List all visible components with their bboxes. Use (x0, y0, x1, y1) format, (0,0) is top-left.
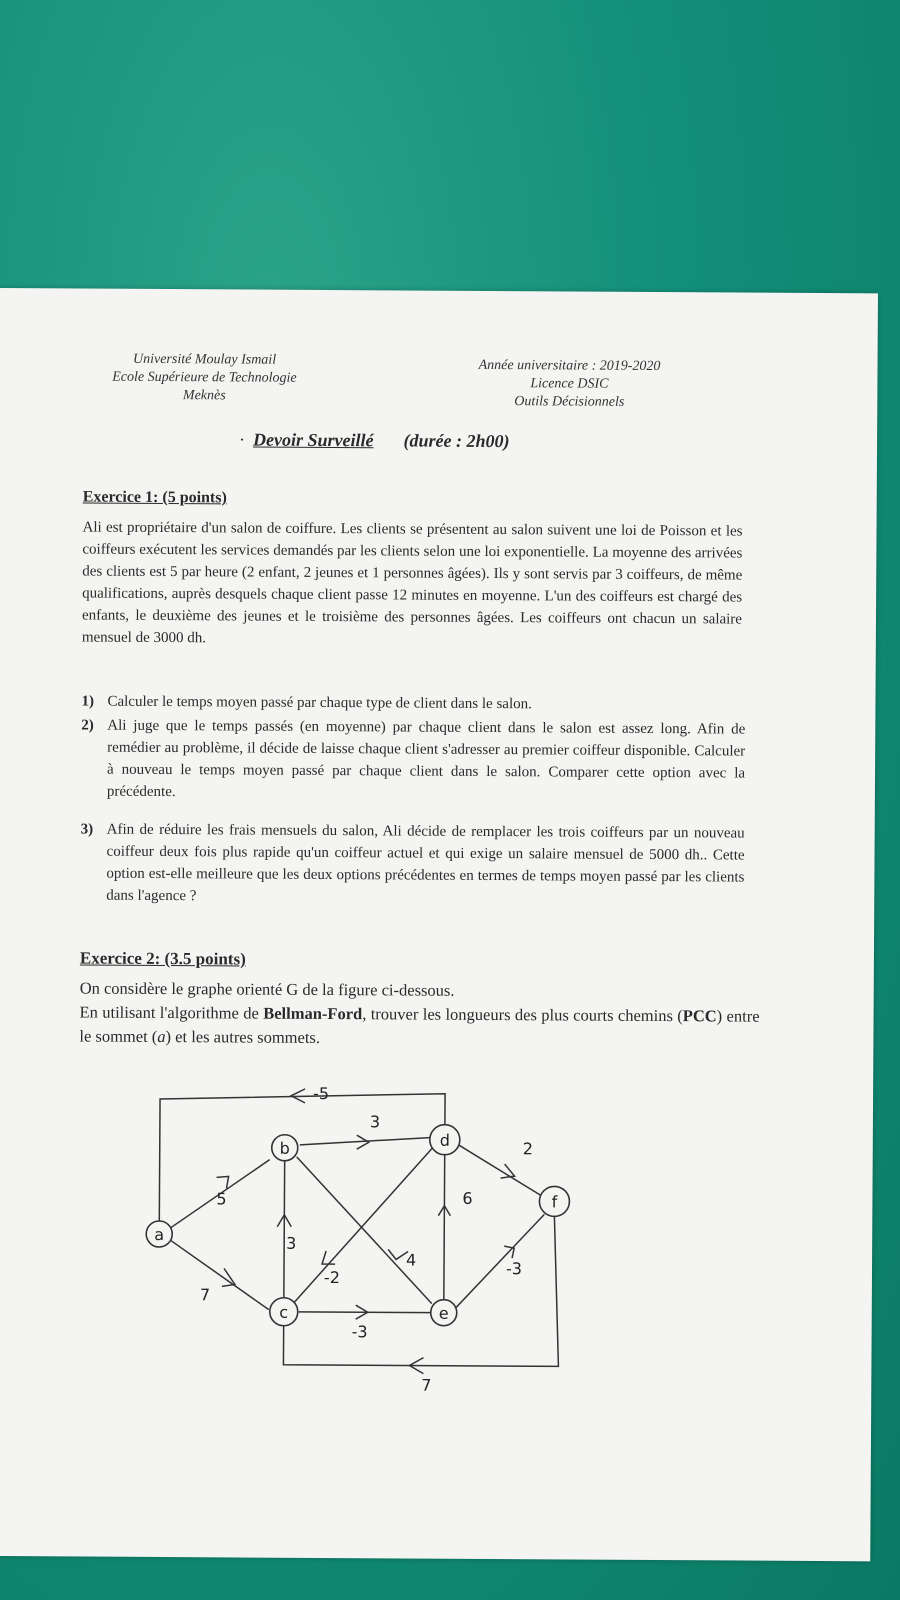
weight-f-c: 7 (421, 1375, 432, 1395)
node-f-label: f (551, 1192, 558, 1212)
header-university: Université Moulay Ismail (132, 351, 277, 368)
weight-c-b: 3 (286, 1233, 297, 1253)
edge-a-c (170, 1240, 269, 1310)
weight-e-f: -3 (505, 1259, 523, 1279)
vertex-variable: a (157, 1026, 166, 1047)
text-run: En utilisant l'algorithme de (79, 1002, 264, 1023)
node-b-label: b (279, 1138, 290, 1158)
text-run: ) entre le sommet ( (79, 1006, 760, 1046)
exercise2-statement (79, 977, 759, 1053)
header-subject: Outils Décisionnels (514, 394, 625, 410)
weight-a-b: 5 (216, 1189, 227, 1209)
node-c-label: c (279, 1302, 289, 1322)
exercise1-question-3 (80, 819, 745, 911)
header-program: Licence DSIC (530, 376, 609, 392)
title-duration: (durée : 2h00) (403, 430, 510, 452)
edge-c-e (299, 1312, 432, 1313)
edge-e-d (444, 1154, 445, 1302)
exercise1-question-2 (81, 715, 746, 807)
exercise1-question-1 (81, 691, 745, 717)
weight-c-e: -3 (351, 1322, 368, 1342)
text-run: ) et les autres sommets. (165, 1027, 321, 1047)
node-d-label: d (439, 1130, 450, 1150)
exercise2-title: Exercice 2: (3.5 points) (79, 948, 246, 969)
node-a-label: a (154, 1224, 165, 1245)
header-year: Année universitaire : 2019-2020 (478, 357, 661, 375)
question-number: 1) (81, 693, 95, 710)
title-marker: · (239, 429, 246, 450)
edge-a-b-arrow (217, 1176, 229, 1188)
question-text: Afin de réduire les frais mensuels du salon, Ali décide de remplacer les trois coiffeurs par un nouveau coiffeur deux fois plus rapide qu'un coiffeur actuel et qui exige un salaire mensuel de 5000 dh.. Cette option est-elle meilleure que les deux options précédentes en termes de temps moyen passé par les clients dans l'agence ? (106, 821, 745, 905)
question-text: Calculer le temps moyen passé par chaque type de client dans le salon. (107, 693, 532, 713)
exercise2-line1: On considère le graphe orienté G de la figure ci-dessous. (79, 978, 455, 1000)
weight-b-d: 3 (369, 1112, 381, 1132)
edge-b-e (296, 1157, 433, 1304)
algorithm-name: Bellman-Ford (263, 1003, 363, 1024)
question-number: 3) (80, 821, 94, 838)
exercise1-title: Exercice 1: (5 points) (82, 488, 227, 507)
header-institution (69, 350, 339, 406)
weight-b-e: 4 (406, 1250, 417, 1270)
exam-title (239, 429, 510, 452)
node-e-label: e (438, 1303, 449, 1323)
title-main: Devoir Surveillé (253, 429, 374, 451)
edge-d-c (294, 1147, 433, 1304)
edge-c-b (284, 1161, 285, 1305)
header-school: Ecole Supérieure de Technologie (112, 369, 297, 386)
weight-d-a: -5 (313, 1083, 330, 1104)
question-text: Ali juge que le temps passés (en moyenne) par chaque client dans le salon est assez long. Afin de remédier au problème, il décide de laisse chaque client s'adresser au premier coiffeur disponible. Calculer à nouveau le temps moyen passé par chaque client dans le salon. Comparer cette option avec la précédente. (106, 717, 746, 801)
weight-d-f: 2 (522, 1139, 533, 1159)
header-city: Meknès (182, 388, 226, 404)
pcc-abbrev: PCC (682, 1006, 717, 1026)
weight-e-d: 6 (462, 1188, 473, 1208)
weight-d-c: -2 (323, 1267, 340, 1288)
exercise1-paragraph: Ali est propriétaire d'un salon de coiffure. Les clients se présentent au salon suivent une loi de Poisson et les coiffeurs exécutent les services demandés par les clients selon une loi exponentielle. La moyenne des arrivées des clients est 5 par heure (2 enfant, 2 jeunes et 1 personnes âgées). Ils y sont servis par 3 coiffeurs, de même qualifications, auprès desquels chaque client passe 12 minutes en moyenne. L'un des coiffeurs est chargé des enfants, le deuxième des jeunes et le troisième des personnes âgées. Les coiffeurs ont chacun un salaire mensuel de 3000 dh. (81, 519, 743, 647)
directed-graph (143, 1064, 605, 1407)
weight-a-c: 7 (199, 1285, 211, 1305)
edge-d-c-arrow (322, 1251, 335, 1264)
question-number: 2) (81, 717, 94, 734)
header-course (449, 357, 689, 412)
text-run: , trouver les longueurs des plus courts chemins ( (362, 1004, 683, 1026)
edge-e-f (456, 1214, 545, 1309)
edge-f-c (283, 1213, 559, 1367)
exercise2-line2 (79, 1000, 759, 1052)
exam-sheet (0, 288, 878, 1561)
